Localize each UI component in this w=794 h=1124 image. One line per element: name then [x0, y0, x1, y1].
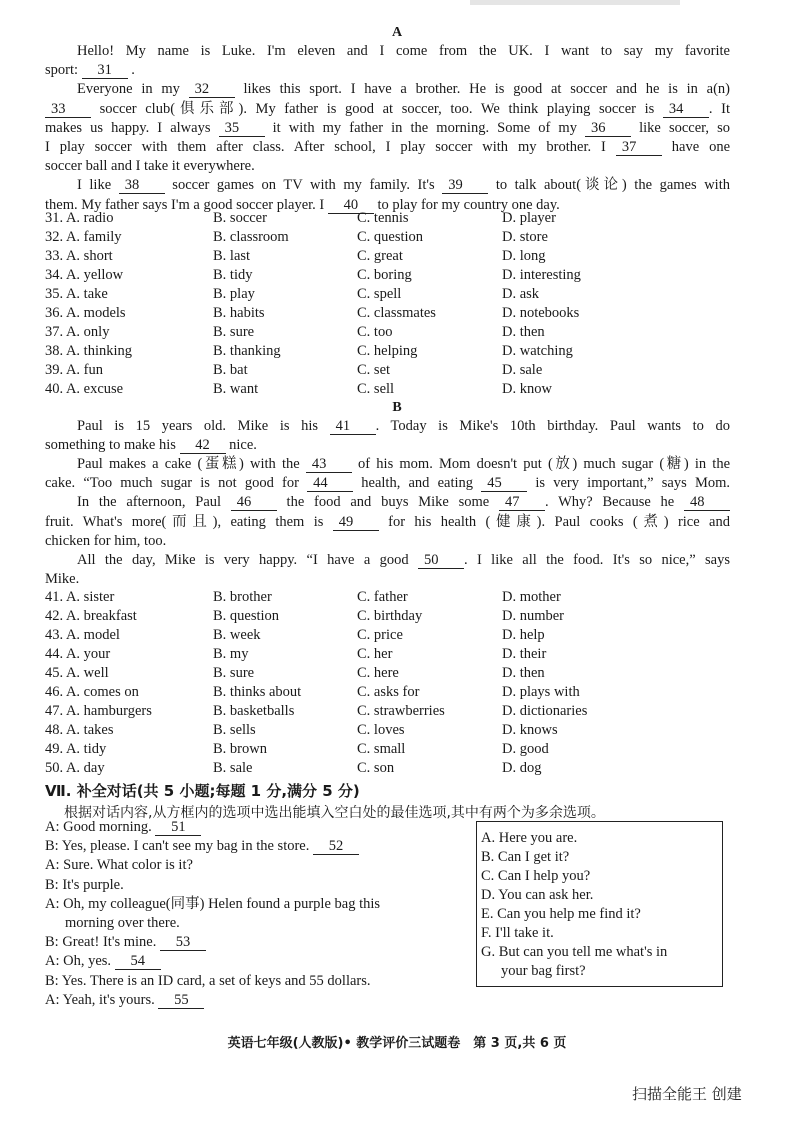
option-choice[interactable]: B. thanking	[213, 343, 281, 359]
option-choice[interactable]: 32. A. family	[45, 229, 122, 245]
option-choice[interactable]: 49. A. tidy	[45, 741, 107, 757]
option-row	[45, 626, 745, 644]
answer-blank[interactable]: 45	[481, 476, 527, 492]
dialog-line: B: Yes. There is an ID card, a set of keys and 55 dollars.	[45, 972, 371, 989]
option-row	[45, 323, 745, 341]
option-choice[interactable]: B. classroom	[213, 229, 289, 245]
passage-line: All the day, Mike is very happy. “I have a good 50 . I like all the food. It's so nice,” says	[77, 551, 730, 568]
option-choice[interactable]: C. loves	[357, 722, 405, 738]
option-row	[45, 285, 745, 303]
option-choice[interactable]: D. good	[502, 741, 549, 757]
passage-line: cake. “Too much sugar is not good for 44 health, and eating 45 is very important,” says Mom.	[45, 475, 730, 492]
section-b-label: B	[392, 400, 402, 415]
passage-line: Paul is 15 years old. Mike is his 41 . Today is Mike's 10th birthday. Paul wants to do	[77, 418, 730, 434]
option-choice[interactable]: D. number	[502, 608, 565, 624]
passage-line: In the afternoon, Paul 46 the food and buys Mike some 47 . Why? Because he 48	[45, 493, 730, 511]
option-choice[interactable]: 36. A. models	[45, 305, 126, 321]
answer-blank[interactable]: 46	[231, 495, 277, 511]
option-row	[45, 664, 745, 682]
passage-line: makes us happy. I always 35 it with my father in the morning. Some of my 36 like soccer, so	[45, 119, 730, 136]
option-choice[interactable]: B. brother	[213, 589, 272, 605]
option-choice[interactable]: B. week	[213, 627, 261, 643]
option-choice[interactable]: 39. A. fun	[45, 362, 103, 378]
option-choice[interactable]: D. plays with	[502, 684, 580, 700]
answer-blank[interactable]: 42	[180, 438, 226, 454]
option-choice[interactable]: 33. A. short	[45, 248, 113, 264]
option-choice[interactable]: 47. A. hamburgers	[45, 703, 152, 719]
option-row	[45, 683, 745, 701]
option-choice[interactable]: B. tidy	[213, 267, 253, 283]
option-choice[interactable]: C. great	[357, 248, 403, 264]
dialog-option: G. But can you tell me what's in	[481, 944, 668, 960]
dialog-line: A: Oh, my colleague(同事) Helen found a purple bag this	[45, 895, 381, 912]
option-choice[interactable]: 40. A. excuse	[45, 381, 124, 397]
answer-blank[interactable]: 53	[160, 935, 206, 951]
option-choice[interactable]: D. knows	[502, 722, 558, 738]
option-choice[interactable]: 48. A. takes	[45, 722, 114, 738]
answer-blank[interactable]: 40	[328, 198, 374, 214]
option-choice[interactable]: 34. A. yellow	[45, 267, 124, 283]
option-choice[interactable]: B. want	[213, 381, 259, 397]
option-choice[interactable]: C. question	[357, 229, 424, 245]
option-choice[interactable]: C. too	[357, 324, 393, 340]
option-choice[interactable]: B. basketballs	[213, 703, 295, 719]
dialog-option: E. Can you help me find it?	[481, 906, 641, 922]
option-choice[interactable]: D. player	[502, 210, 556, 226]
option-choice[interactable]: 50. A. day	[45, 760, 105, 776]
option-choice[interactable]: D. notebooks	[502, 305, 580, 321]
scanner-watermark: 扫描全能王 创建	[632, 1085, 742, 1103]
dialog-line: B: It's purple.	[45, 876, 124, 893]
option-choice[interactable]: D. dictionaries	[502, 703, 588, 719]
option-choice[interactable]: C. small	[357, 741, 406, 757]
option-choice[interactable]: B. my	[213, 646, 249, 662]
passage-line: something to make his 42 nice.	[45, 437, 257, 454]
dialog-option: A. Here you are.	[481, 830, 578, 846]
answer-blank[interactable]: 49	[333, 515, 379, 531]
passage-line: I like 38 soccer games on TV with my family. It's 39 to talk about(谈论) the games with	[77, 177, 730, 194]
option-choice[interactable]: 41. A. sister	[45, 589, 115, 605]
section-7-heading: Ⅶ. 补全对话(共 5 小题;每题 1 分,满分 5 分)	[45, 782, 360, 800]
option-choice[interactable]: B. play	[213, 286, 255, 302]
option-choice[interactable]: B. last	[213, 248, 251, 264]
passage-line: them. My father says I'm a good soccer player. I 40 to play for my country one day.	[45, 196, 560, 213]
option-choice[interactable]: C. tennis	[357, 210, 409, 226]
answer-blank[interactable]: 52	[313, 839, 359, 855]
passage-line: fruit. What's more(而且), eating them is 49 for his health (健康). Paul cooks (煮) rice and	[45, 513, 730, 530]
option-choice[interactable]: C. spell	[357, 286, 402, 302]
option-row	[45, 740, 745, 758]
option-choice[interactable]: D. then	[502, 665, 545, 681]
option-choice[interactable]: D. sale	[502, 362, 543, 378]
option-choice[interactable]: C. helping	[357, 343, 418, 359]
dialog-line: A: Yeah, it's yours. 55	[45, 991, 465, 1009]
dialog-line: A: Sure. What color is it?	[45, 857, 193, 874]
option-row	[45, 702, 745, 720]
answer-blank[interactable]: 54	[115, 954, 161, 970]
option-choice[interactable]: 35. A. take	[45, 286, 108, 302]
option-choice[interactable]: D. help	[502, 627, 545, 643]
passage-line: Hello! My name is Luke. I'm eleven and I come from the UK. I want to say my favorite	[77, 43, 730, 59]
option-choice[interactable]: D. know	[502, 381, 552, 397]
option-choice[interactable]: C. father	[357, 589, 408, 605]
scan-edge-mark	[470, 0, 680, 5]
option-choice[interactable]: C. here	[357, 665, 399, 681]
dialog-option: your bag first?	[501, 963, 586, 979]
option-choice[interactable]: D. interesting	[502, 267, 581, 283]
answer-blank[interactable]: 33	[45, 102, 91, 118]
passage-line: Mike.	[45, 570, 80, 587]
option-choice[interactable]: B. question	[213, 608, 280, 624]
section-7-instruction: 根据对话内容,从方框内的选项中选出能填入空白处的最佳选项,其中有两个为多余选项。	[64, 805, 605, 821]
dialog-line: B: Great! It's mine. 53	[45, 933, 465, 951]
option-choice[interactable]: D. dog	[502, 760, 542, 776]
answer-blank[interactable]: 50	[418, 553, 464, 569]
option-choice[interactable]: 38. A. thinking	[45, 343, 133, 359]
dialog-line: B: Yes, please. I can't see my bag in the store. 52	[45, 837, 465, 855]
option-row	[45, 209, 745, 227]
answer-blank[interactable]: 51	[155, 820, 201, 836]
option-choice[interactable]: 31. A. radio	[45, 210, 114, 226]
option-choice[interactable]: D. long	[502, 248, 546, 264]
option-choice[interactable]: B. brown	[213, 741, 267, 757]
answer-blank[interactable]: 41	[330, 419, 376, 435]
option-choice[interactable]: C. her	[357, 646, 393, 662]
option-choice[interactable]: C. asks for	[357, 684, 420, 700]
option-choice[interactable]: C. price	[357, 627, 403, 643]
option-choice[interactable]: C. strawberries	[357, 703, 445, 719]
option-choice[interactable]: C. sell	[357, 381, 395, 397]
option-choice[interactable]: B. soccer	[213, 210, 267, 226]
passage-line: Paul makes a cake (蛋糕) with the 43 of his mom. Mom doesn't put (放) much sugar (糖) in the	[77, 456, 731, 473]
answer-blank[interactable]: 47	[499, 495, 545, 511]
answer-blank[interactable]: 32	[189, 82, 235, 98]
option-choice[interactable]: D. store	[502, 229, 548, 245]
option-row	[45, 304, 745, 322]
option-choice[interactable]: D. their	[502, 646, 547, 662]
answer-blank[interactable]: 55	[158, 993, 204, 1009]
passage-line: I play soccer with them after class. After school, I play soccer with my brother. I 37 have one	[45, 139, 731, 155]
option-choice[interactable]: D. mother	[502, 589, 561, 605]
passage-line: soccer ball and I take it everywhere.	[45, 158, 255, 175]
option-choice[interactable]: 43. A. model	[45, 627, 120, 643]
answer-blank[interactable]: 43	[306, 457, 352, 473]
option-choice[interactable]: 46. A. comes on	[45, 684, 139, 700]
option-row	[45, 266, 745, 284]
answer-blank[interactable]: 36	[585, 121, 631, 137]
passage-line: sport: 31 .	[45, 62, 135, 79]
option-choice[interactable]: D. ask	[502, 286, 540, 302]
option-choice[interactable]: B. bat	[213, 362, 248, 378]
passage-line: 33 soccer club(俱乐部). My father is good at soccer, too. We think playing soccer is 34 . It	[45, 100, 730, 118]
option-row	[45, 645, 745, 663]
option-choice[interactable]: D. then	[502, 324, 545, 340]
dialog-option: C. Can I help you?	[481, 868, 591, 884]
dialog-line: morning over there.	[65, 915, 180, 931]
answer-blank[interactable]: 39	[442, 178, 488, 194]
answer-blank[interactable]: 48	[684, 495, 730, 511]
answer-blank[interactable]: 44	[307, 476, 353, 492]
dialog-option: D. You can ask her.	[481, 887, 594, 903]
option-row	[45, 247, 745, 265]
option-row	[45, 721, 745, 739]
option-choice[interactable]: B. habits	[213, 305, 265, 321]
option-choice[interactable]: 37. A. only	[45, 324, 110, 340]
option-choice[interactable]: C. set	[357, 362, 391, 378]
option-choice[interactable]: B. sells	[213, 722, 256, 738]
option-choice[interactable]: 45. A. well	[45, 665, 109, 681]
option-row	[45, 342, 745, 360]
answer-blank[interactable]: 38	[119, 178, 165, 194]
option-choice[interactable]: D. watching	[502, 343, 573, 359]
answer-blank[interactable]: 37	[616, 140, 662, 156]
option-row	[45, 759, 745, 777]
option-choice[interactable]: B. sure	[213, 324, 255, 340]
answer-blank[interactable]: 35	[219, 121, 265, 137]
option-choice[interactable]: 42. A. breakfast	[45, 608, 137, 624]
dialog-option: F. I'll take it.	[481, 925, 554, 941]
option-row	[45, 607, 745, 625]
passage-line: chicken for him, too.	[45, 532, 167, 549]
option-row	[45, 380, 745, 398]
option-choice[interactable]: C. classmates	[357, 305, 436, 321]
page-footer: 英语七年级(人教版)• 教学评价三试题卷 第 3 页,共 6 页	[227, 1036, 567, 1051]
dialog-line: A: Good morning. 51	[45, 818, 465, 836]
section-a-label: A	[391, 25, 403, 40]
option-row	[45, 588, 745, 606]
option-choice[interactable]: B. thinks about	[213, 684, 302, 700]
answer-blank[interactable]: 34	[663, 102, 709, 118]
option-choice[interactable]: C. birthday	[357, 608, 423, 624]
dialog-option: B. Can I get it?	[481, 849, 570, 865]
answer-blank[interactable]: 31	[82, 63, 128, 79]
option-choice[interactable]: B. sale	[213, 760, 253, 776]
option-choice[interactable]: B. sure	[213, 665, 255, 681]
option-choice[interactable]: C. boring	[357, 267, 412, 283]
option-row	[45, 228, 745, 246]
option-row	[45, 361, 745, 379]
dialog-line: A: Oh, yes. 54	[45, 952, 465, 970]
option-choice[interactable]: C. son	[357, 760, 395, 776]
answer-options-box	[476, 821, 723, 987]
option-choice[interactable]: 44. A. your	[45, 646, 111, 662]
passage-line: Everyone in my 32 likes this sport. I have a brother. He is good at soccer and he is in a(n)	[77, 81, 730, 98]
